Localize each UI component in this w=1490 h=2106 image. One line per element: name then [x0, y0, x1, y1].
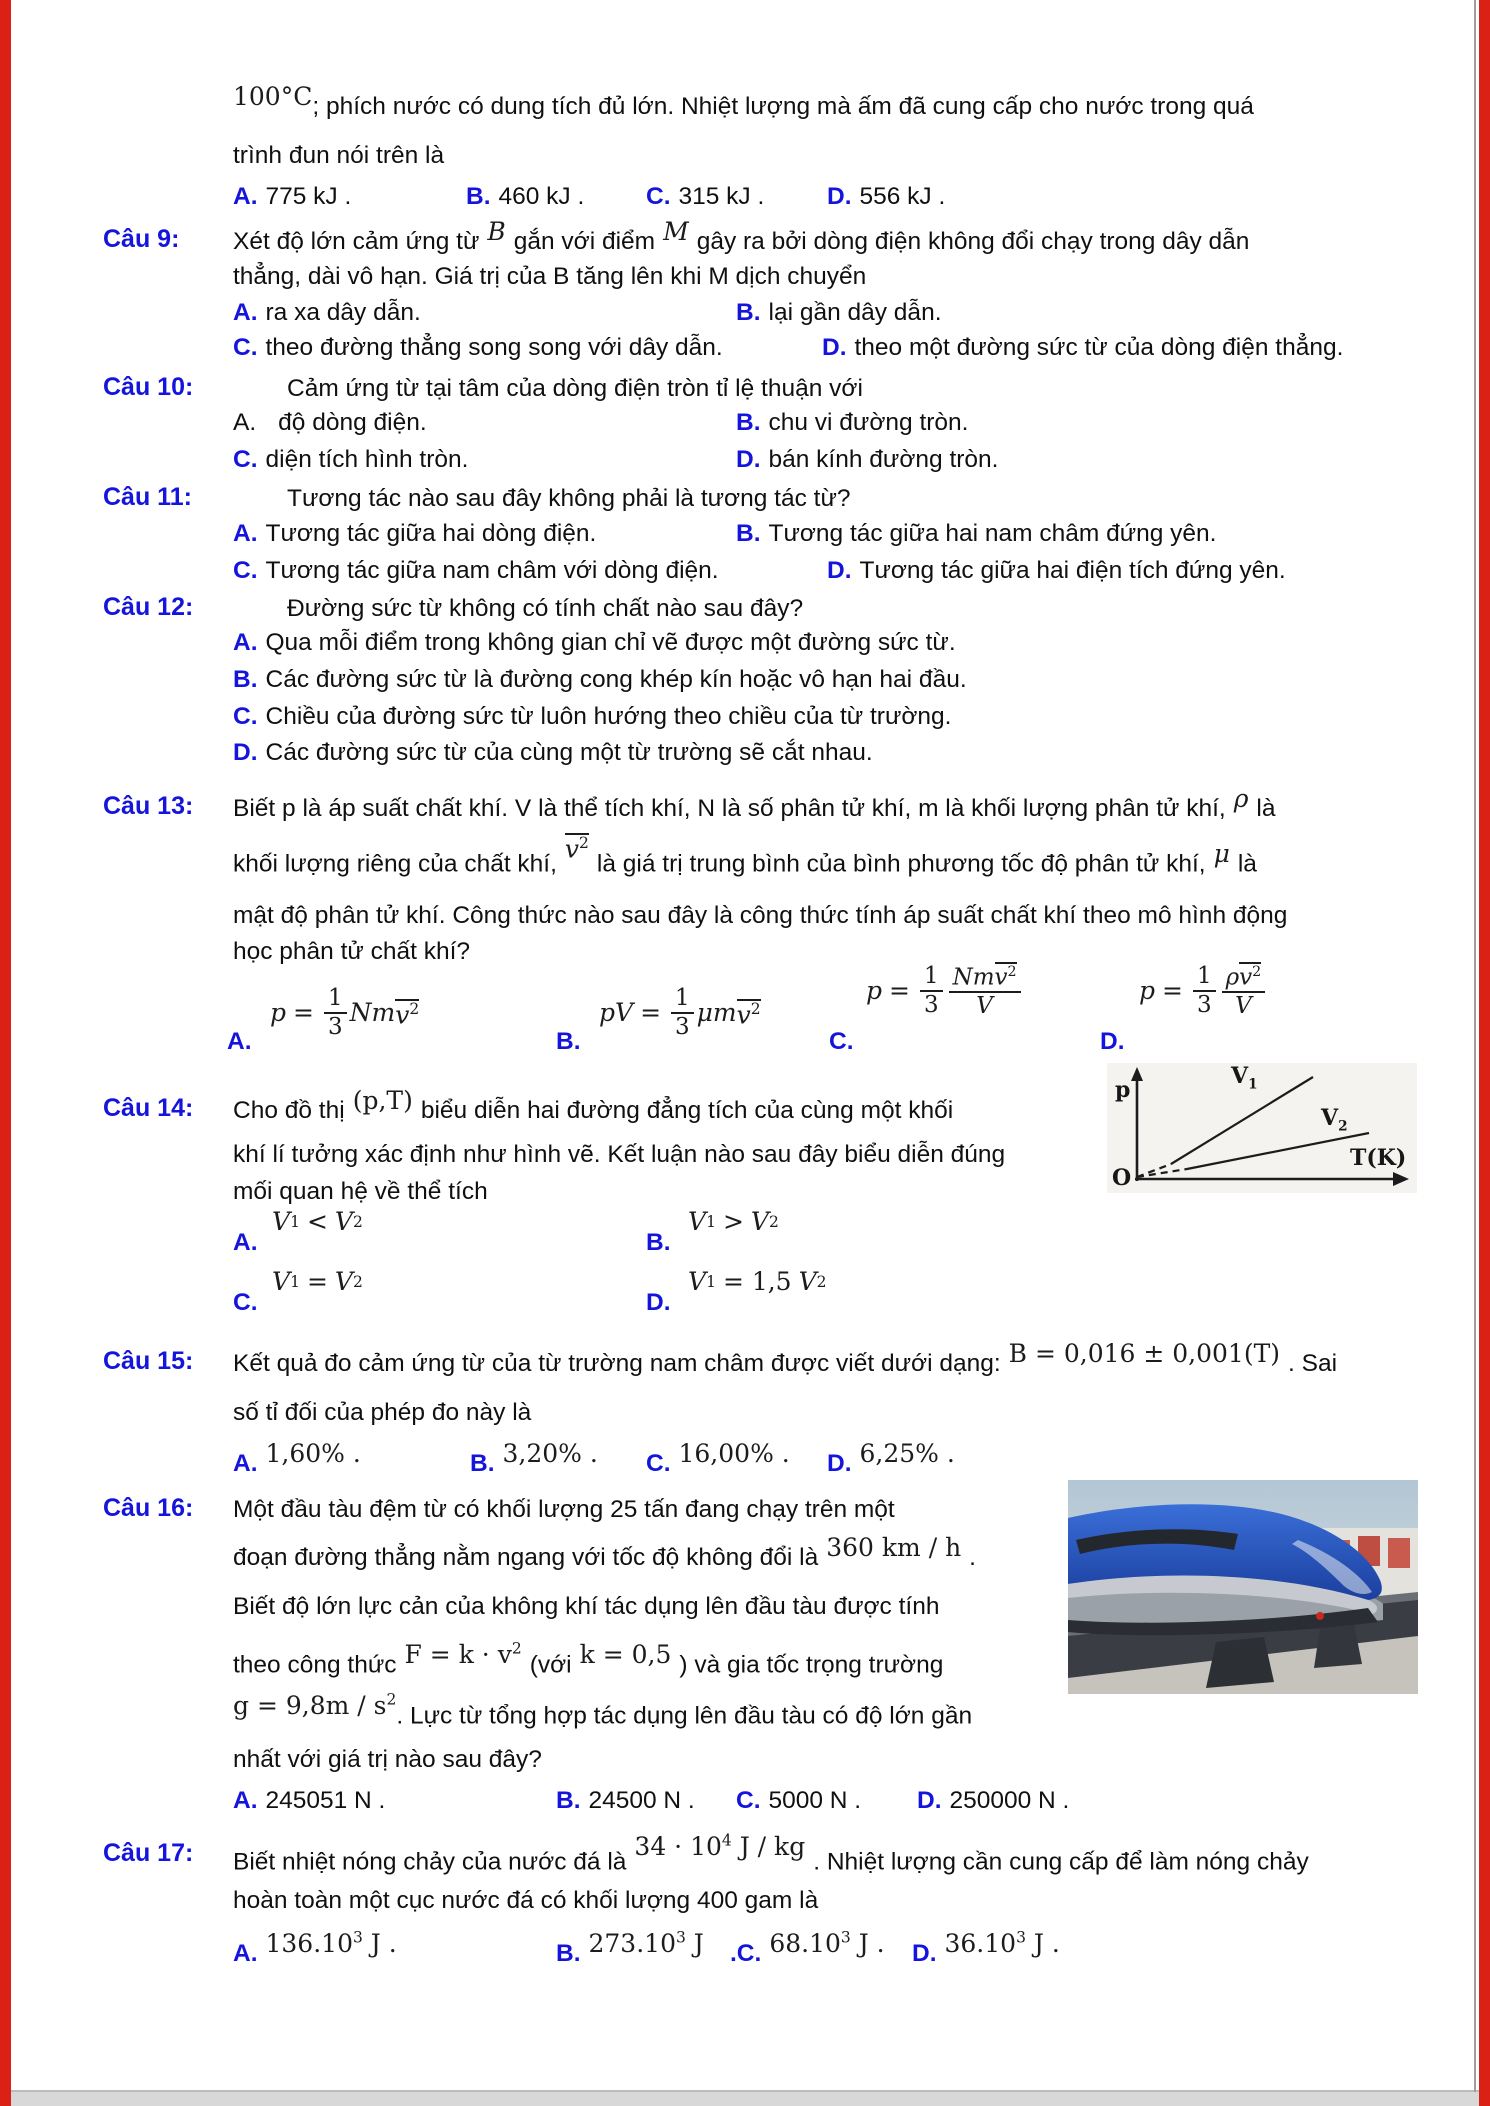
overline-v2: $v^2$ — [395, 999, 420, 1029]
q13-rho-symbol: ρ — [1233, 784, 1249, 813]
q16-label: Câu 16: — [103, 1494, 194, 1522]
option-text: 775 kJ . — [265, 183, 352, 210]
option-value: 3,20% . — [502, 1439, 598, 1468]
q16-l2a: đoạn đường thẳng nằm ngang với tốc độ không đổi là — [233, 1544, 819, 1571]
equals-sign: = — [889, 976, 910, 1006]
q17-option-b — [556, 1929, 704, 1968]
option-letter: B. — [466, 183, 491, 210]
q15-option-b — [470, 1439, 598, 1478]
q13-l2-mid: là giá trị trung bình của bình phương tốc độ phân tử khí, — [596, 850, 1206, 878]
graph-axes-and-lines — [1107, 1063, 1417, 1193]
q15-label: Câu 15: — [103, 1347, 194, 1375]
q9-var-M: M — [663, 217, 689, 246]
option-text: Các đường sức từ là đường cong khép kín hoặc vô hạn hai đầu. — [265, 666, 967, 693]
option-letter: B. — [556, 1787, 581, 1814]
q14-option-a-letter — [233, 1229, 266, 1257]
option-letter: A. — [233, 1940, 258, 1968]
q15-option-c — [646, 1439, 790, 1478]
option-text: 250000 N . — [949, 1787, 1070, 1814]
q16-option-b — [556, 1787, 695, 1815]
option-letter: C. — [829, 1028, 854, 1055]
q14-formula-a: V 1 < V 2 — [272, 1207, 363, 1236]
sup-2: 2 — [579, 834, 589, 852]
option-letter: B. — [233, 666, 258, 693]
q10-option-a — [233, 409, 427, 437]
overline-v2 — [564, 833, 589, 864]
q14-option-b-letter — [646, 1229, 679, 1257]
fraction-rhov2-V — [1222, 962, 1266, 1019]
fraction-one-third: $\frac{1}{3}$ — [1193, 964, 1216, 1018]
q11-label: Câu 11: — [103, 483, 192, 511]
equals-sign: = — [640, 998, 662, 1028]
track-pylon — [1314, 1624, 1362, 1668]
q14-line-1 — [233, 1086, 954, 1127]
option-value: 16,00% . — [678, 1439, 790, 1468]
q10-option-c — [233, 446, 468, 474]
q8-temp-math: 100°C — [233, 82, 313, 111]
q17-label: Câu 17: — [103, 1839, 194, 1867]
q16-line-5 — [233, 1693, 972, 1732]
q13-line-4: học phân tử chất khí? — [233, 938, 471, 965]
option-text: 556 kJ . — [859, 183, 946, 210]
q14-formula-b: V 1 > V 2 — [688, 1207, 779, 1236]
option-text: Chiều của đường sức từ luôn hướng theo chiều của từ trường. — [265, 703, 952, 730]
option-text: 315 kJ . — [678, 183, 765, 210]
y-axis-arrow — [1131, 1067, 1143, 1081]
option-letter: .C. — [730, 1940, 762, 1968]
maglev-train-photo — [1068, 1480, 1418, 1694]
q13-option-a-letter — [227, 1028, 260, 1056]
q10-option-d — [736, 446, 998, 474]
option-text: 245051 N . — [265, 1787, 386, 1814]
q11-option-c — [233, 557, 719, 585]
q11-option-d — [827, 557, 1286, 585]
option-letter: B. — [736, 520, 761, 547]
option-text: 460 kJ . — [498, 183, 585, 210]
q13-line-2 — [233, 834, 1257, 880]
option-letter: D. — [822, 334, 847, 361]
q8-line-1 — [233, 82, 1254, 123]
option-text: theo đường thẳng song song với dây dẫn. — [265, 334, 723, 361]
option-value: 36.10$^3$ J . — [944, 1929, 1060, 1959]
q9-l1c: gây ra bởi dòng điện không đổi chạy trong dây dẫn — [696, 228, 1250, 255]
q9-line-2: thẳng, dài vô hạn. Giá trị của B tăng lên khi M dịch chuyển — [233, 263, 867, 290]
option-text: độ dòng điện. — [278, 409, 427, 436]
q9-line-1 — [233, 217, 1250, 258]
option-letter: A. — [233, 1787, 258, 1814]
option-letter: C. — [233, 703, 258, 730]
option-letter: B. — [556, 1028, 581, 1055]
q14-label: Câu 14: — [103, 1094, 194, 1122]
q16-drag-formula-math: $F = k \cdot v^2$ — [404, 1640, 522, 1670]
var-V: V — [976, 993, 993, 1020]
q12-option-c — [233, 703, 951, 731]
overline-v2: $v^2$ — [1239, 964, 1262, 991]
track-pylon — [1206, 1637, 1274, 1688]
right-red-border — [1479, 0, 1490, 2106]
option-letter: D. — [912, 1940, 937, 1968]
q15-l1-end: . Sai — [1288, 1350, 1338, 1377]
option-text: ra xa dây dẫn. — [265, 299, 421, 326]
q16-line-4 — [233, 1642, 943, 1681]
overline-v2: $v^2$ — [736, 999, 761, 1029]
q14-option-d-letter — [646, 1289, 679, 1317]
q10-option-b — [736, 409, 968, 437]
q16-option-c — [736, 1787, 861, 1815]
option-letter: B. — [736, 409, 761, 436]
var-pV: pV — [599, 998, 634, 1028]
q8-option-c — [646, 183, 764, 211]
option-text: Tương tác giữa nam châm với dòng điện. — [265, 557, 719, 584]
q9-option-a — [233, 299, 421, 327]
q10-line-1: Cảm ứng từ tại tâm của dòng điện tròn tỉ lệ thuận với — [287, 375, 863, 402]
q9-option-d — [822, 334, 1343, 362]
q12-line-1: Đường sức từ không có tính chất nào sau đây? — [287, 595, 804, 622]
graph-origin-label: O — [1112, 1165, 1132, 1191]
q17-option-d — [912, 1929, 1060, 1968]
option-text: Qua mỗi điểm trong không gian chỉ vẽ được một đường sức từ. — [265, 629, 956, 656]
x-axis-arrow — [1393, 1172, 1409, 1186]
q13-l1-text: Biết p là áp suất chất khí. V là thể tích khí, N là số phân tử khí, m là khối lượng phân tử khí, — [233, 795, 1226, 822]
q16-l2-end: . — [969, 1544, 976, 1571]
q17-l1a: Biết nhiệt nóng chảy của nước đá là — [233, 1848, 627, 1876]
q14-line-3: mối quan hệ về thể tích — [233, 1178, 488, 1205]
q16-line-6: nhất với giá trị nào sau đây? — [233, 1746, 542, 1773]
v2-dashed-segment — [1137, 1169, 1187, 1177]
q17-latent-heat-math: $34 \cdot 10^4$ J / kg — [634, 1832, 806, 1862]
q9-option-b — [736, 299, 942, 327]
option-value: 68.10$^3$ J . — [769, 1929, 885, 1959]
q9-option-c — [233, 334, 723, 362]
option-text: 24500 N . — [588, 1787, 695, 1814]
option-letter: B. — [556, 1940, 581, 1968]
option-letter: A. — [233, 520, 258, 547]
graph-T-label: T(K) — [1350, 1145, 1407, 1171]
option-letter: A. — [233, 1450, 258, 1477]
q16-option-a — [233, 1787, 385, 1815]
equals-sign: = — [293, 998, 314, 1028]
var-V: V — [1235, 993, 1252, 1020]
q16-l4a: theo công thức — [233, 1651, 397, 1679]
equals-sign: = — [1162, 976, 1183, 1006]
option-letter: D. — [1100, 1028, 1125, 1055]
q8-line1-text: ; phích nước có dung tích đủ lớn. Nhiệt lượng mà ấm đã cung cấp cho nước trong quá — [312, 93, 1254, 120]
q13-option-d-letter — [1100, 1028, 1133, 1056]
q13-l2-end: là — [1237, 850, 1257, 878]
q12-option-d — [233, 739, 873, 767]
option-value: 136.10$^3$ J . — [265, 1929, 397, 1959]
option-text: bán kính đường tròn. — [768, 446, 999, 473]
q13-formula-c — [866, 962, 1024, 1019]
q14-l1a: Cho đồ thị — [233, 1097, 345, 1124]
option-letter: C. — [233, 334, 258, 361]
q13-line-1 — [233, 784, 1276, 825]
option-letter: C. — [646, 183, 671, 210]
q16-gravity-math: $g = 9,8m / s^2$ — [233, 1691, 397, 1721]
q16-line-2 — [233, 1533, 976, 1574]
q17-l1-end: . Nhiệt lượng cần cung cấp để làm nóng chảy — [813, 1848, 1309, 1876]
q14-option-c-letter — [233, 1289, 266, 1317]
q14-l1b: biểu diễn hai đường đẳng tích của cùng một khối — [420, 1097, 954, 1124]
option-letter: C. — [736, 1787, 761, 1814]
q8-option-a — [233, 183, 351, 211]
q13-option-c-letter — [829, 1028, 862, 1056]
q8-line-2: trình đun nói trên là — [233, 142, 445, 169]
q9-label: Câu 9: — [103, 225, 180, 253]
option-letter: D. — [827, 557, 852, 584]
graph-p-label: p — [1115, 1077, 1131, 1103]
option-value: 6,25% . — [859, 1439, 955, 1468]
option-letter: B. — [646, 1229, 671, 1256]
option-letter: A. — [233, 629, 258, 656]
option-text: chu vi đường tròn. — [768, 409, 969, 436]
q13-formula-d — [1139, 962, 1268, 1019]
var-v: v — [564, 834, 580, 864]
option-text: Tương tác giữa hai điện tích đứng yên. — [859, 557, 1286, 584]
var-rho: ρ — [1225, 964, 1240, 991]
q16-speed-math: 360 km / h — [826, 1533, 962, 1562]
red-signage — [1388, 1538, 1410, 1568]
option-text: Tương tác giữa hai nam châm đứng yên. — [768, 520, 1217, 547]
bottom-gray-strip — [0, 2090, 1490, 2106]
option-letter: D. — [827, 1450, 852, 1477]
q15-option-a — [233, 1439, 361, 1478]
option-text: Tương tác giữa hai dòng điện. — [265, 520, 597, 547]
q14-formula-c: V 1 = V 2 — [272, 1267, 363, 1296]
option-letter: C. — [233, 1289, 258, 1316]
q12-option-b — [233, 666, 967, 694]
q16-line-3: Biết độ lớn lực cản của không khí tác dụng lên đầu tàu được tính — [233, 1593, 940, 1620]
var-mu-m: μm — [696, 998, 737, 1028]
option-letter: D. — [917, 1787, 942, 1814]
q10-label: Câu 10: — [103, 373, 194, 401]
option-letter: A. — [233, 299, 258, 326]
graph-v1-label: $V_1$ — [1231, 1063, 1258, 1093]
option-letter: D. — [233, 739, 258, 766]
q12-option-a — [233, 629, 956, 657]
q17-option-c — [730, 1929, 885, 1968]
overline-v2: $v^2$ — [994, 964, 1017, 991]
q13-formula-b — [599, 986, 761, 1040]
q8-option-b — [466, 183, 584, 211]
q13-vsquared-symbol — [565, 834, 589, 863]
option-letter: A. — [227, 1028, 252, 1055]
q9-l1b: gắn với điểm — [513, 228, 656, 255]
q9-var-B: B — [487, 217, 506, 246]
red-marker-light — [1316, 1612, 1324, 1620]
option-letter: A. — [233, 183, 258, 210]
option-text: Các đường sức từ của cùng một từ trường sẽ cắt nhau. — [265, 739, 873, 766]
q13-line-3: mật độ phân tử khí. Công thức nào sau đây là công thức tính áp suất chất khí theo mô hình động — [233, 902, 1288, 929]
option-text: lại gần dây dẫn. — [768, 299, 942, 326]
option-letter: D. — [646, 1289, 671, 1316]
q16-option-d — [917, 1787, 1069, 1815]
option-value: 273.10$^3$ J — [588, 1929, 704, 1959]
option-letter: D. — [736, 446, 761, 473]
left-red-border — [0, 0, 11, 2106]
q8-option-d — [827, 183, 945, 211]
q13-l1-end: là — [1256, 795, 1276, 822]
q16-line-1: Một đầu tàu đệm từ có khối lượng 25 tấn đang chạy trên một — [233, 1496, 895, 1523]
q17-line-2: hoàn toàn một cục nước đá có khối lượng 400 gam là — [233, 1887, 819, 1914]
option-text: diện tích hình tròn. — [265, 446, 469, 473]
q16-l4c: ) và gia tốc trọng trường — [679, 1651, 944, 1679]
option-letter: A. — [233, 1229, 258, 1256]
fraction-one-third: $\frac{1}{3}$ — [324, 986, 347, 1040]
var-p: p — [270, 998, 287, 1028]
q17-option-a — [233, 1929, 397, 1968]
page-edge-line — [1474, 0, 1476, 2092]
var-Nm: Nm — [349, 998, 396, 1028]
option-letter: C. — [646, 1450, 671, 1477]
fraction-one-third: $\frac{1}{3}$ — [671, 986, 694, 1040]
q16-l5-end: . Lực từ tổng hợp tác dụng lên đầu tàu có độ lớn gần — [396, 1702, 973, 1730]
q14-formula-d: V 1 = 1,5 V 2 — [688, 1267, 827, 1296]
q12-label: Câu 12: — [103, 593, 194, 621]
p-T-isochoric-graph — [1107, 1063, 1417, 1193]
q13-l2-text: khối lượng riêng của chất khí, — [233, 850, 557, 878]
option-letter: B. — [736, 299, 761, 326]
q15-line-1 — [233, 1339, 1338, 1380]
option-text: theo một đường sức từ của dòng điện thẳng. — [854, 334, 1344, 361]
q13-mu-symbol: μ — [1213, 839, 1230, 869]
var-p: p — [1139, 976, 1156, 1006]
q15-line-2: số tỉ đối của phép đo này là — [233, 1399, 532, 1426]
option-letter: A. — [233, 409, 257, 436]
q15-option-d — [827, 1439, 955, 1478]
option-letter: B. — [470, 1450, 495, 1477]
var-p: p — [866, 976, 883, 1006]
q13-option-b-letter — [556, 1028, 589, 1056]
q11-option-a — [233, 520, 596, 548]
option-letter: C. — [233, 557, 258, 584]
option-letter: C. — [233, 446, 258, 473]
q14-line-2: khí lí tưởng xác định như hình vẽ. Kết luận nào sau đây biểu diễn đúng — [233, 1141, 1006, 1168]
q11-option-b — [736, 520, 1216, 548]
q13-label: Câu 13: — [103, 792, 194, 820]
q15-B-measurement-math: B = 0,016 ± 0,001(T) — [1008, 1339, 1280, 1368]
fraction-one-third: $\frac{1}{3}$ — [920, 964, 943, 1018]
option-value: 1,60% . — [265, 1439, 361, 1468]
fraction-Nmv2-V: $\frac{Nmv^2}{V}$ — [949, 962, 1021, 1019]
q14-pT-math: (p,T) — [352, 1086, 413, 1115]
graph-v2-label: $V_2$ — [1321, 1105, 1348, 1135]
q11-line-1: Tương tác nào sau đây không phải là tương tác từ? — [287, 485, 851, 512]
q16-l4b: (với — [529, 1651, 572, 1679]
q16-k-value-math: k = 0,5 — [579, 1640, 672, 1670]
option-text: 5000 N . — [768, 1787, 862, 1814]
option-letter: D. — [827, 183, 852, 210]
q15-l1a: Kết quả đo cảm ứng từ của từ trường nam châm được viết dưới dạng: — [233, 1350, 1001, 1377]
q9-l1a: Xét độ lớn cảm ứng từ — [233, 228, 480, 255]
q17-line-1 — [233, 1832, 1309, 1878]
q13-formula-a — [270, 986, 419, 1040]
